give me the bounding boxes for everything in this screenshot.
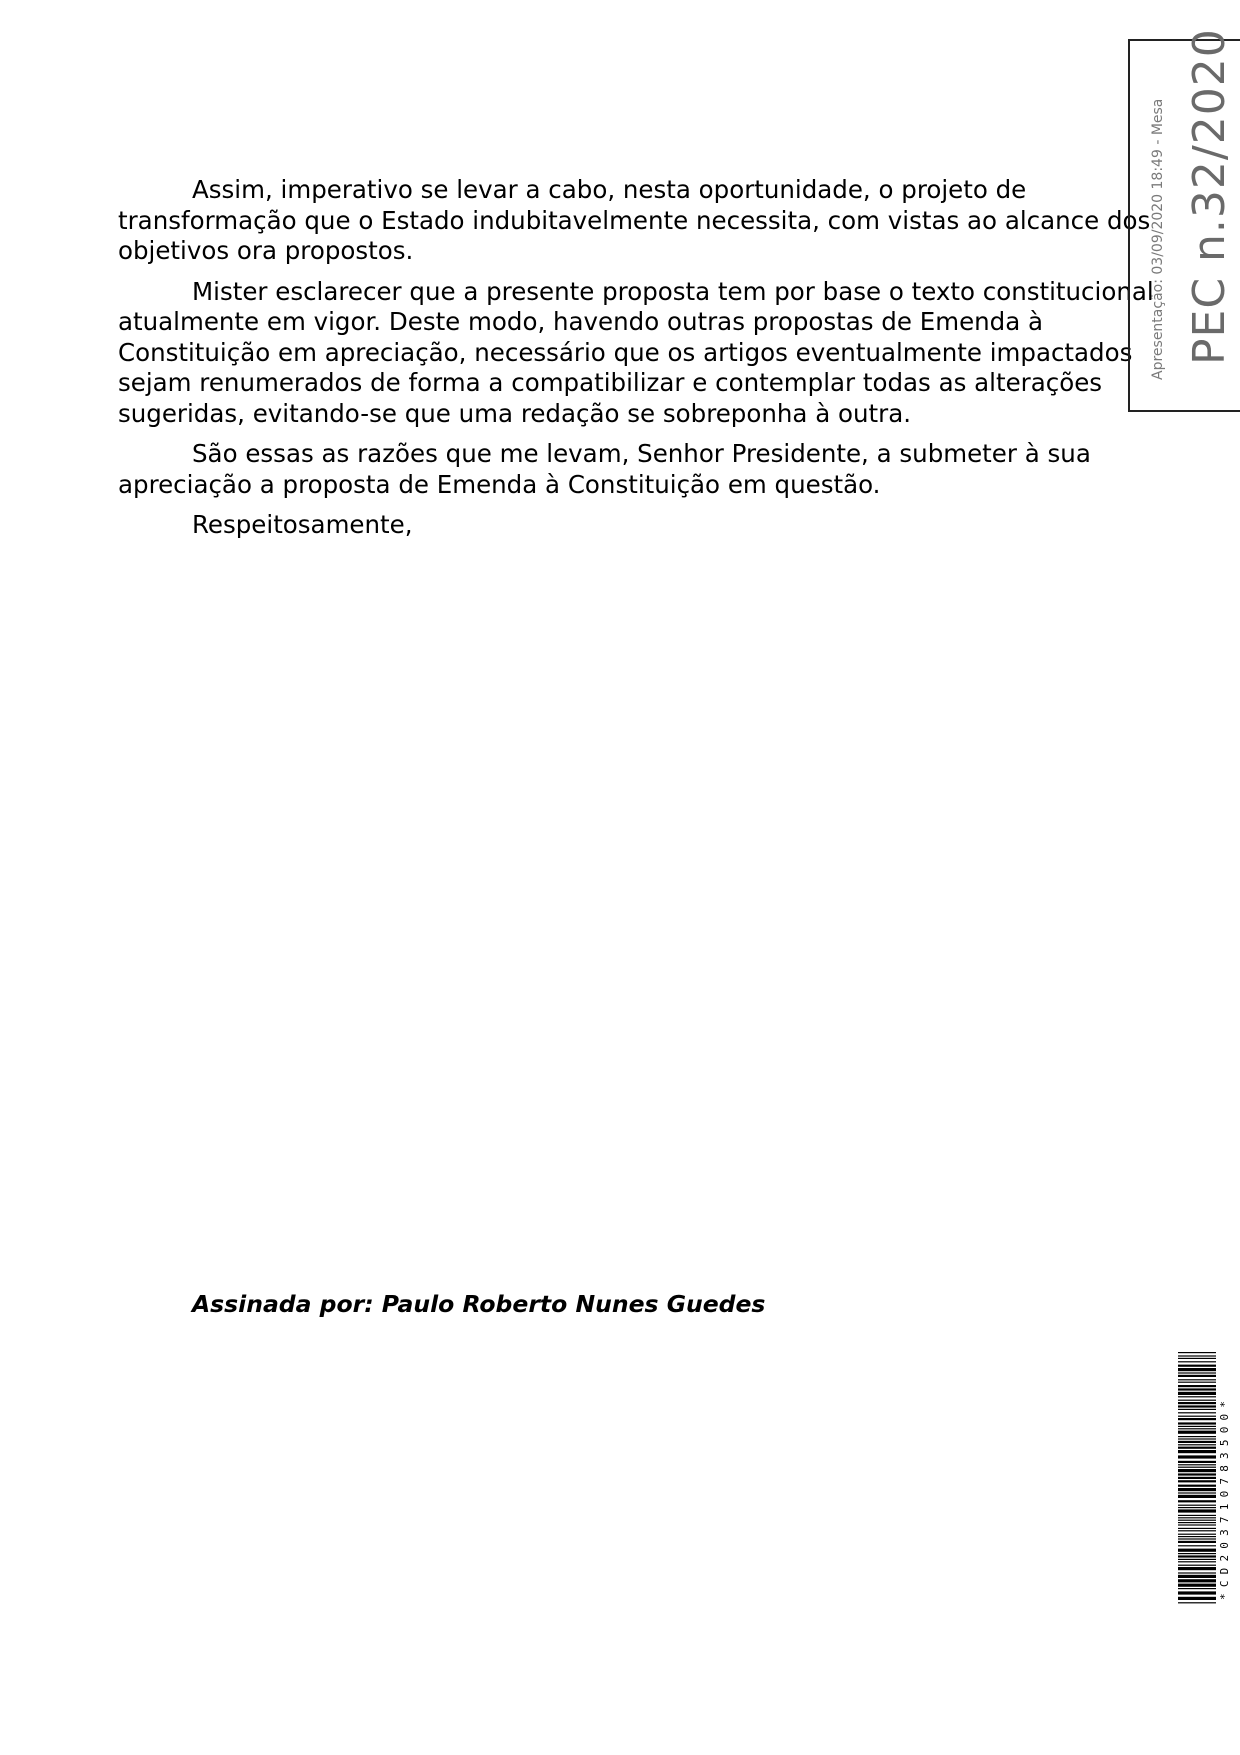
barcode-number: *CD203710783500*: [1218, 1394, 1231, 1600]
barcode-bar: [1178, 1567, 1216, 1570]
barcode-bar: [1178, 1480, 1216, 1482]
stamp-date-line: Apresentação: 03/09/2020 18:49 - Mesa: [1150, 98, 1166, 380]
barcode-bar: [1178, 1352, 1216, 1353]
barcode-bar: [1178, 1495, 1216, 1498]
barcode-bar: [1178, 1361, 1216, 1362]
barcode-bar: [1178, 1520, 1216, 1521]
barcode-bar: [1178, 1469, 1216, 1472]
barcode-bar: [1178, 1464, 1216, 1465]
barcode-bar: [1178, 1602, 1216, 1603]
barcode-bar: [1178, 1597, 1216, 1600]
barcode-bar: [1178, 1500, 1216, 1502]
barcode-bar: [1178, 1365, 1216, 1367]
barcode-bar: [1178, 1447, 1216, 1449]
barcode-bar: [1178, 1549, 1216, 1552]
paragraph-1: Assim, imperativo se levar a cabo, nesta oportunidade, o projeto de transformação que o Estado indubitavelmente necessita, com vistas ao alcance dos objetivos ora propostos.: [118, 175, 1151, 265]
barcode-bar: [1178, 1588, 1216, 1589]
barcode-bar: [1178, 1375, 1216, 1377]
barcode-bar: [1178, 1591, 1216, 1594]
barcode-bar: [1178, 1416, 1216, 1417]
barcode-bar: [1178, 1358, 1216, 1359]
barcode-bar: [1178, 1396, 1216, 1397]
barcode-bar: [1178, 1507, 1216, 1508]
barcode-bar: [1178, 1431, 1216, 1434]
document-body: [118, 175, 1170, 551]
closing: Respeitosamente,: [192, 510, 413, 539]
barcode-bar: [1178, 1477, 1216, 1479]
barcode-bar: [1178, 1530, 1216, 1531]
barcode-bar: [1178, 1515, 1216, 1516]
barcode-bar: [1178, 1455, 1216, 1458]
barcode-bar: [1178, 1438, 1216, 1439]
stamp-pec-number: PEC n.32/2020: [1184, 28, 1235, 365]
barcode-bar: [1178, 1426, 1216, 1427]
barcode-bar: [1178, 1575, 1216, 1578]
barcode-bar: [1178, 1509, 1216, 1512]
barcode-bar: [1178, 1372, 1216, 1373]
barcode-bar: [1178, 1545, 1216, 1546]
barcode-bar: [1178, 1379, 1216, 1380]
barcode-bar: [1178, 1555, 1216, 1557]
barcode-bar: [1178, 1538, 1216, 1539]
barcode-bar: [1178, 1553, 1216, 1554]
barcode-bar: [1178, 1412, 1216, 1413]
barcode-bar: [1178, 1536, 1216, 1537]
barcode-bar: [1178, 1579, 1216, 1582]
barcode-bar: [1178, 1473, 1216, 1475]
barcode-bar: [1178, 1436, 1216, 1437]
barcode-bar: [1178, 1392, 1216, 1395]
barcode-bar: [1178, 1524, 1216, 1525]
barcode-bar: [1178, 1572, 1216, 1573]
barcode-bar: [1178, 1402, 1216, 1404]
paragraph-2: Mister esclarecer que a presente proposta tem por base o texto constitucional atualmente em vigor. Deste modo, havendo outras propostas de Emenda à Constituição em apreciação, necessário que os artigos eventualmente impactados sejam renumerados de forma a compatibilizar e contemplar todas as alterações sugeridas, evitando-se que uma redação se sobreponha à outra.: [118, 276, 1154, 428]
barcode-bar: [1178, 1522, 1216, 1523]
barcode-bar: [1178, 1461, 1216, 1463]
barcode-bar: [1178, 1405, 1216, 1407]
barcode-bar: [1178, 1534, 1216, 1535]
barcode-bar: [1178, 1409, 1216, 1410]
signature-line: Assinada por: Paulo Roberto Nunes Guedes: [192, 1290, 766, 1318]
barcode-bar: [1178, 1505, 1216, 1506]
barcode-bar: [1178, 1541, 1216, 1543]
paragraph-3: São essas as razões que me levam, Senhor Presidente, a submeter à sua apreciação a proposta de Emenda à Constituição em questão.: [118, 439, 1091, 499]
barcode-bar: [1178, 1467, 1216, 1468]
barcode-bar: [1178, 1388, 1216, 1390]
barcode-bar: [1178, 1485, 1216, 1487]
barcode-bar: [1178, 1559, 1216, 1560]
barcode-bar: [1178, 1584, 1216, 1587]
barcode-bar: [1178, 1355, 1216, 1356]
barcode-bar: [1178, 1441, 1216, 1443]
barcode-bar: [1178, 1565, 1216, 1566]
barcode-bar: [1178, 1382, 1216, 1383]
barcode-bar: [1178, 1561, 1216, 1562]
barcode-bar: [1178, 1400, 1216, 1401]
barcode-bar: [1178, 1422, 1216, 1424]
barcode-bar: [1178, 1418, 1216, 1420]
barcode-bar: [1178, 1368, 1216, 1371]
barcode-bar: [1178, 1444, 1216, 1445]
barcode-bar: [1178, 1428, 1216, 1429]
barcode-bar: [1178, 1492, 1216, 1493]
barcode-bar: [1178, 1517, 1216, 1518]
barcode-bar: [1178, 1385, 1216, 1387]
barcode-bar: [1178, 1450, 1216, 1453]
barcode-icon: [1178, 1352, 1216, 1604]
barcode-bar: [1178, 1528, 1216, 1529]
barcode-bar: [1178, 1488, 1216, 1491]
